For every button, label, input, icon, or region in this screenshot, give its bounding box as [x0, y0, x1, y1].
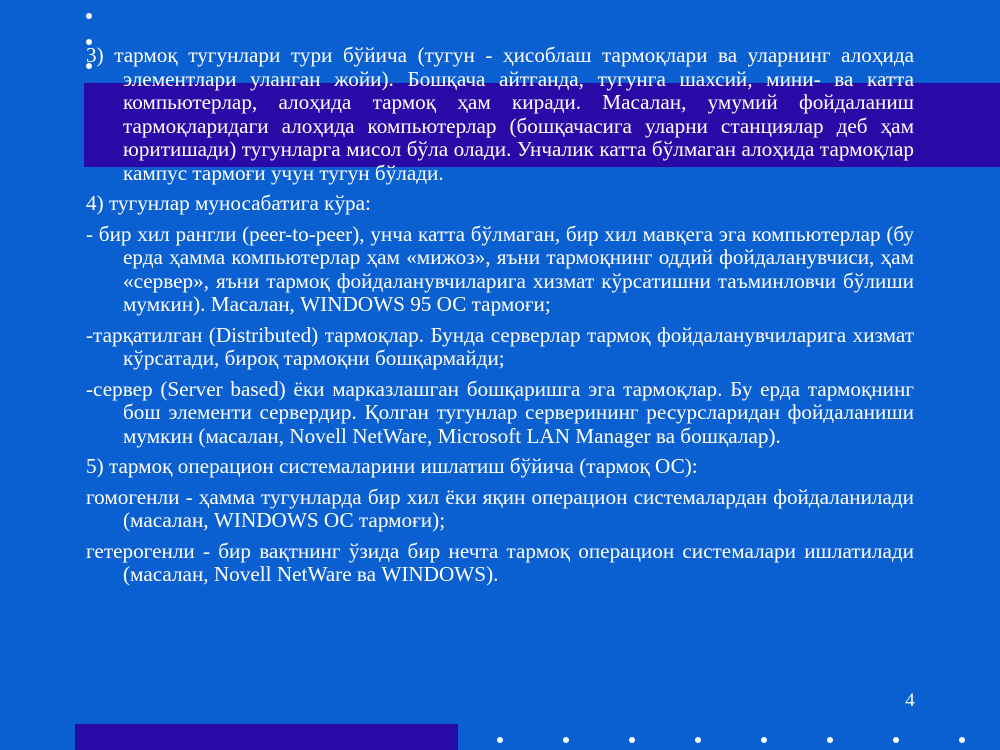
bullet-dot-icon — [959, 737, 965, 743]
bullet-dot-icon — [893, 737, 899, 743]
paragraph-distributed: -тарқатилган (Distributed) тармоқлар. Бунда серверлар тармоқ фойдаланувчиларига хизмат кўрсатади, бироқ тармоқни бошқармайди; — [86, 322, 914, 370]
paragraph-server-based: -сервер (Server based) ёки марказлашган бошқаришга эга тармоқлар. Бу ерда тармоқнинг бош элементи сервердир. Қолган тугунлар серверининг ресурсларидан фойдаланиши мумкин (масалан, Novell NetWare, Microsoft LAN Manager ва бошқалар). — [86, 376, 914, 448]
slide-body — [86, 44, 914, 594]
accent-band-bottom — [75, 724, 458, 750]
paragraph-node-types: 3) тармоқ тугунлари тури бўйича (тугун - ҳисоблаш тармоқлари ва уларнинг алоҳида элементлари уланган жойи). Бошқача айтганда, тугунга шахсий, мини- ва катта компьютерлар, алоҳида тармоқ ҳам киради. Масалан, умумий фойдаланиш тармоқларидаги алоҳида компьютерлар (бошқачасига уларни станциялар деб ҳам юритишади) тугунларга мисол бўла олади. Унчалик катта бўлмаган алоҳида тармоқлар кампус тармоғи учун тугун бўлади. — [86, 43, 914, 185]
bullet-dot-icon — [563, 737, 569, 743]
paragraph-homogeneous: гомогенли - ҳамма тугунларда бир хил ёки яқин операцион системалардан фойдаланилади (масалан, WINDOWS ОС тармоғи); — [86, 484, 914, 532]
bullet-dot-icon — [629, 737, 635, 743]
paragraph-peer-to-peer: - бир хил рангли (peer-to-peer), унча катта бўлмаган, бир хил мавқега эга компьютерлар (бу ерда ҳамма компьютерлар ҳам «мижоз», яъни тармоқнинг оддий фойдаланувчиси, ҳам «сервер», яъни тармоқ фойдаланувчиларига хизмат кўрсатишни таъминловчи бўлиши мумкин). Масалан, WINDOWS 95 ОС тармоғи; — [86, 221, 914, 316]
decorative-dots-bottom — [492, 737, 992, 747]
paragraph-heterogeneous: гетерогенли - бир вақтнинг ўзида бир нечта тармоқ операцион системалари ишлатилади (масалан, Novell NetWare ва WINDOWS). — [86, 538, 914, 586]
page-number: 4 — [905, 690, 915, 711]
paragraph-network-os-heading: 5) тармоқ операцион системаларини ишлатиш бўйича (тармоқ ОС): — [86, 454, 698, 478]
bullet-dot-icon — [497, 737, 503, 743]
bullet-dot-icon — [695, 737, 701, 743]
paragraph-node-relations-heading: 4) тугунлар муносабатига кўра: — [86, 191, 371, 215]
bullet-dot-icon — [86, 13, 92, 19]
bullet-dot-icon — [827, 737, 833, 743]
bullet-dot-icon — [761, 737, 767, 743]
